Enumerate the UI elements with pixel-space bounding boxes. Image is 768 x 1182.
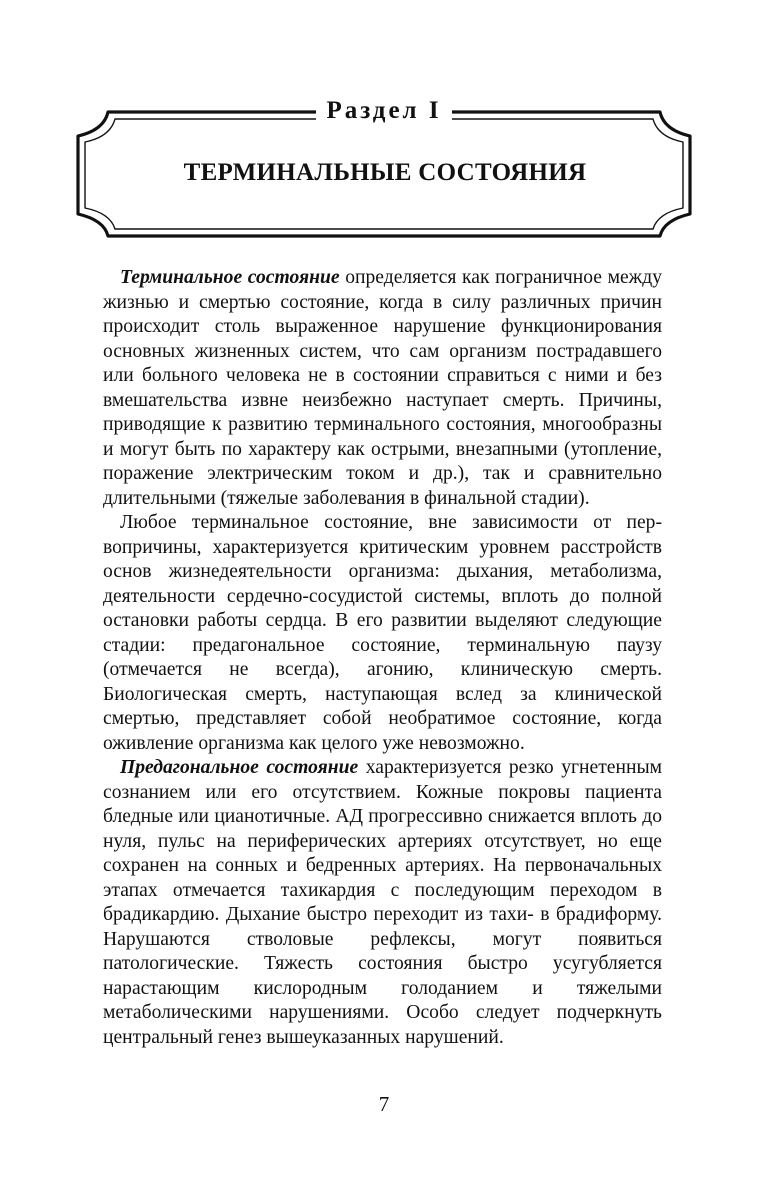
section-title: ТЕРМИНАЛЬНЫЕ СОСТОЯНИЯ bbox=[183, 159, 587, 186]
paragraph-preagonal-state bbox=[103, 756, 662, 1050]
page-number: 7 bbox=[378, 1092, 390, 1116]
term-terminal-state: Терминальное состояние bbox=[120, 267, 340, 288]
body-text bbox=[103, 266, 662, 1050]
section-label bbox=[0, 94, 768, 128]
paragraph-text: характеризуется резко угнетенным сознанием или его отсутствием. Кожные покровы пациента бледные или цианотичные. АД прогрессивно снижается вплоть до нуля, пульс на периферических артериях отсутствует, но еще сохранен на сонных и бедренных артериях. На первоначальных этапах отмечается тахикардия с последующим переходом в брадикардию. Дыхание быстро переходит из тахи- в брадиформу. Нарушаются стволовые рефлексы, могут появиться патологические. Тяжесть состояния быстро усугубляется нарастающим кислородным голоданием и тяжелыми метаболическими нарушениями. Особо следует подчеркнуть центральный генез вышеуказанных нарушений. bbox=[103, 757, 663, 1048]
paragraph-text: определяется как пограничное между жизнью и смертью состояние, когда в силу различных причин происходит столь выраженное нарушение функционирования основных жизненных систем, что сам организм пострадавшего или больного человека не в состоянии справиться с ними и без вмешательства извне неизбежно наступает смерть. Причины, приводящие к развитию терминального состояния, многообразны и могут быть по характеру как острыми, внезапными (утопление, поражение электрическим током и др.), так и сравнительно длительными (тяжелые заболевания в финальной стадии). bbox=[103, 267, 662, 509]
paragraph-text: Любое терминальное состояние, вне зависимости от первопричины, характеризуется критическим уровнем расстройств основ жизнедеятельности организма: дыхания, метаболизма, деятельности сердечно-сосудистой системы, вплоть до полной остановки работы сердца. В его развитии выделяют следующие стадии: предагональное состояние, терминальную паузу (отмечается не всегда), агонию, клиническую смерть. Биологическая смерть, наступающая вслед за клинической смертью, представляет собой необратимое состояние, когда оживление организма как целого уже невозможно. bbox=[103, 512, 662, 754]
paragraph-terminal-state bbox=[103, 266, 662, 511]
paragraph-stages bbox=[103, 511, 662, 756]
section-label-text: Раздел I bbox=[316, 97, 451, 124]
section-header-frame bbox=[0, 0, 768, 260]
term-preagonal-state: Предагональное состояние bbox=[120, 757, 359, 778]
